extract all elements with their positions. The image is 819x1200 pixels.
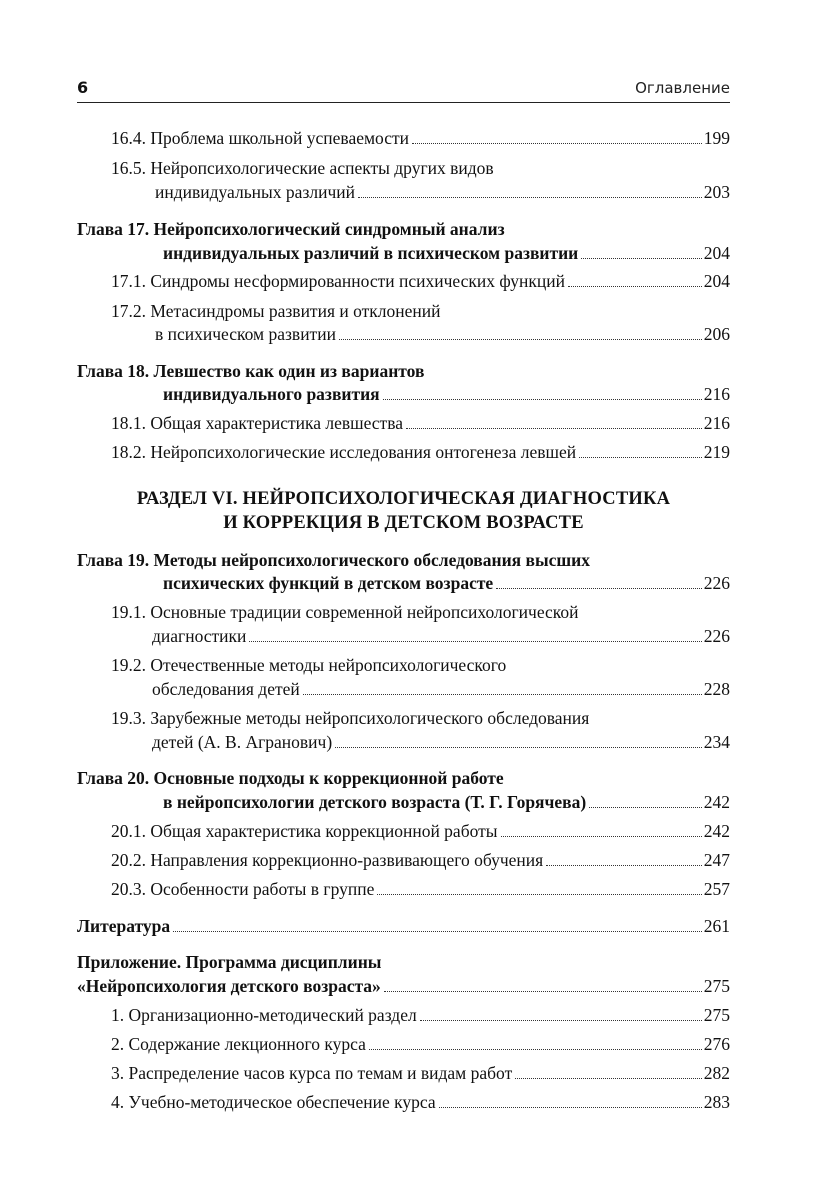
toc-page-number: 219 [703, 442, 730, 462]
toc-page-number: 204 [703, 271, 730, 291]
toc-entry-18-1[interactable] [111, 412, 730, 434]
toc-entry-title: 16.4. Проблема школьной успеваемости [111, 128, 410, 148]
dot-leader [496, 588, 702, 589]
dot-leader [420, 1020, 702, 1021]
toc-chapter-18[interactable] [163, 383, 730, 405]
toc-entry-title: 20.3. Особенности работы в группе [111, 879, 375, 899]
dot-leader [383, 399, 702, 400]
toc-entry-title: 17.1. Синдромы несформированности психических функций [111, 271, 565, 291]
toc-entry-title: 1. Организационно-методический раздел [111, 1005, 417, 1025]
toc-entry-title: 18.1. Общая характеристика левшества [111, 413, 404, 433]
toc-entry-title: 3. Распределение часов курса по темам и видам работ [111, 1063, 513, 1083]
dot-leader [579, 457, 702, 458]
toc-entry-19-3-line1[interactable]: 19.3. Зарубежные методы нейропсихологического обследования [111, 708, 590, 728]
toc-page-number: 261 [703, 916, 730, 936]
toc-chapter-19-line1[interactable]: Глава 19. Методы нейропсихологического обследования высших [77, 550, 591, 570]
toc-appendix-item-4[interactable] [111, 1091, 730, 1113]
toc-entry-16-5-line1[interactable]: 16.5. Нейропсихологические аспекты других видов [111, 158, 494, 178]
dot-leader [439, 1107, 702, 1108]
dot-leader [377, 894, 701, 895]
toc-page-number: 234 [703, 732, 730, 752]
toc-page-number: 283 [703, 1092, 730, 1112]
toc-appendix[interactable] [77, 975, 730, 997]
toc-page-number: 204 [703, 243, 730, 263]
page-header [77, 76, 730, 103]
toc-page-number: 275 [703, 976, 730, 996]
toc-entry-20-3[interactable] [111, 878, 730, 900]
toc-entry-title: в психическом развитии [155, 324, 336, 344]
dot-leader [358, 197, 702, 198]
toc-entry-19-2[interactable] [152, 678, 730, 700]
toc-entry-20-1[interactable] [111, 820, 730, 842]
toc-entry-title: Литература [77, 916, 171, 936]
dot-leader [384, 991, 702, 992]
toc-entry-16-5[interactable] [155, 181, 730, 203]
dot-leader [412, 143, 702, 144]
toc-page-number: 206 [703, 324, 730, 344]
toc-entry-title: индивидуальных различий [155, 182, 355, 202]
toc-entry-18-2[interactable] [111, 441, 730, 463]
toc-page-number: 226 [703, 626, 730, 646]
dot-leader [581, 258, 701, 259]
dot-leader [568, 286, 702, 287]
page-number: 6 [77, 78, 89, 97]
toc-appendix-item-2[interactable] [111, 1033, 730, 1055]
toc-entry-title: 4. Учебно-методическое обеспечение курса [111, 1092, 436, 1112]
dot-leader [173, 931, 702, 932]
toc-entry-title: психических функций в детском возрасте [163, 573, 494, 593]
toc-entry-17-1[interactable] [111, 270, 730, 292]
running-title: Оглавление [635, 79, 730, 97]
toc-entry-title: обследования детей [152, 679, 300, 699]
toc-chapter-20-line1[interactable]: Глава 20. Основные подходы к коррекционной работе [77, 768, 504, 788]
toc-page-number: 216 [703, 384, 730, 404]
toc-entry-19-1-line1[interactable]: 19.1. Основные традиции современной нейропсихологической [111, 602, 579, 622]
toc-page-number: 242 [703, 821, 730, 841]
toc-entry-17-2[interactable] [155, 323, 730, 345]
toc-page-number: 199 [703, 128, 730, 148]
dot-leader [501, 836, 702, 837]
toc-page-number: 226 [703, 573, 730, 593]
toc-entry-title: диагностики [152, 626, 247, 646]
toc-page-number: 247 [703, 850, 730, 870]
toc-entry-title: индивидуальных различий в психическом развитии [163, 243, 579, 263]
toc-entry-20-2[interactable] [111, 849, 730, 871]
toc-chapter-19[interactable] [163, 572, 730, 594]
toc-entry-title: индивидуального развития [163, 384, 380, 404]
toc-appendix-item-1[interactable] [111, 1004, 730, 1026]
toc-entry-title: 20.2. Направления коррекционно-развивающего обучения [111, 850, 544, 870]
toc-entry-title: детей (А. В. Агранович) [152, 732, 333, 752]
toc-entry-title: 2. Содержание лекционного курса [111, 1034, 366, 1054]
toc-entry-16-4[interactable] [111, 127, 730, 149]
toc-chapter-17-line1[interactable]: Глава 17. Нейропсихологический синдромный анализ [77, 219, 505, 239]
toc-page-number: 228 [703, 679, 730, 699]
dot-leader [303, 694, 702, 695]
section-title-line1: РАЗДЕЛ VI. НЕЙРОПСИХОЛОГИЧЕСКАЯ ДИАГНОСТИКА [136, 489, 671, 509]
toc-entry-title: 20.1. Общая характеристика коррекционной работы [111, 821, 498, 841]
dot-leader [546, 865, 702, 866]
toc-appendix-line1[interactable]: Приложение. Программа дисциплины [77, 952, 382, 972]
dot-leader [369, 1049, 702, 1050]
dot-leader [249, 641, 701, 642]
toc-entry-19-1[interactable] [152, 625, 730, 647]
toc-appendix-item-3[interactable] [111, 1062, 730, 1084]
toc-chapter-17[interactable] [163, 242, 730, 264]
toc-entry-title: 18.2. Нейропсихологические исследования онтогенеза левшей [111, 442, 577, 462]
toc-page-number: 257 [703, 879, 730, 899]
toc-page-number: 216 [703, 413, 730, 433]
toc-chapter-18-line1[interactable]: Глава 18. Левшество как один из вариантов [77, 361, 425, 381]
toc-page-number: 282 [703, 1063, 730, 1083]
dot-leader [339, 339, 702, 340]
section-title-line2: И КОРРЕКЦИЯ В ДЕТСКОМ ВОЗРАСТЕ [223, 513, 584, 533]
toc-chapter-20[interactable] [163, 791, 730, 813]
toc-literature[interactable] [77, 915, 730, 937]
dot-leader [335, 747, 702, 748]
toc-entry-title: в нейропсихологии детского возраста (Т. Г. Горячева) [163, 792, 587, 812]
toc-page-number: 275 [703, 1005, 730, 1025]
toc-page-number: 276 [703, 1034, 730, 1054]
toc-entry-17-2-line1[interactable]: 17.2. Метасиндромы развития и отклонений [111, 301, 441, 321]
dot-leader [406, 428, 702, 429]
toc-page-number: 203 [703, 182, 730, 202]
toc-entry-19-3[interactable] [152, 731, 730, 753]
dot-leader [515, 1078, 702, 1079]
toc-page-number: 242 [703, 792, 730, 812]
dot-leader [589, 807, 702, 808]
toc-entry-19-2-line1[interactable]: 19.2. Отечественные методы нейропсихологического [111, 655, 507, 675]
toc-entry-title: «Нейропсихология детского возраста» [77, 976, 381, 996]
